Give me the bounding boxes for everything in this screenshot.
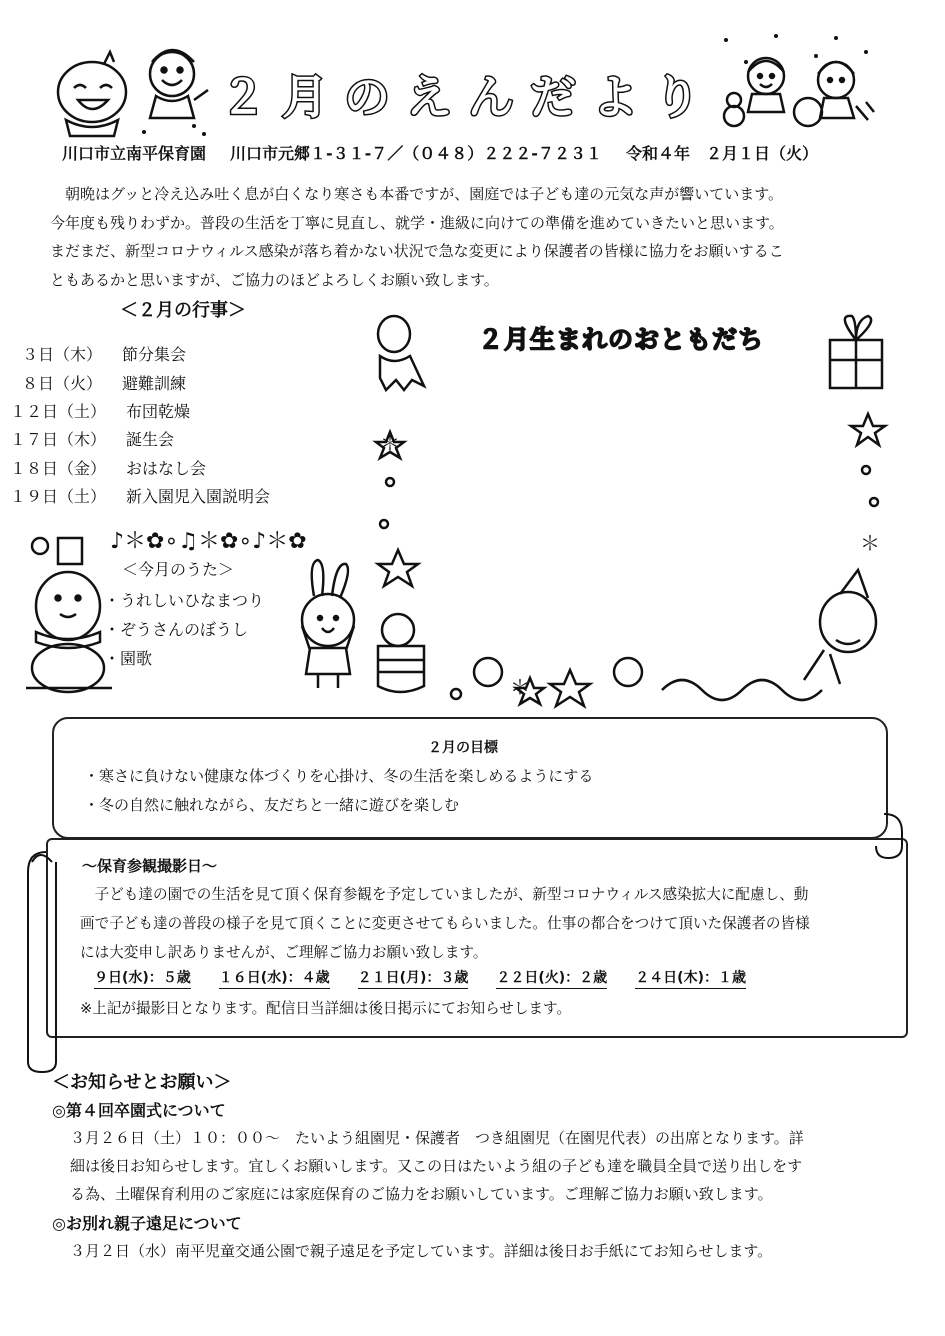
event-date: １７日（木）: [9, 430, 106, 449]
schedule-item: １６日(水)：４歳: [219, 968, 330, 989]
issue-date: 令和４年 ２月１日（火）: [625, 144, 818, 163]
schedule-item: ２４日(木)：１歳: [635, 968, 746, 989]
observation-note: ※上記が撮影日となります。配信日当詳細は後日掲示にてお知らせします。: [80, 1000, 572, 1017]
observation-text: [80, 880, 886, 967]
svg-text:＊: ＊: [510, 675, 530, 699]
events-title: ＜２月の行事＞: [120, 300, 246, 321]
event-date: １２日（土）: [9, 402, 106, 421]
intro-paragraph: [50, 180, 870, 294]
event-name: 節分集会: [122, 345, 187, 364]
event-name: 誕生会: [126, 430, 175, 449]
song-item: ・ぞうさんのぼうし: [104, 620, 249, 639]
schedule-item: ２１日(月)：３歳: [358, 968, 469, 989]
event-name: 新入園児入園説明会: [126, 487, 271, 506]
children-illustration-left: [44, 40, 214, 140]
goal-item: ・冬の自然に触れながら、友だちと一緒に遊びを楽しむ: [84, 796, 460, 814]
observation-line: 子ども達の園での生活を見て頂く保育参観を予定していましたが、新型コロナウィルス感染拡大に配慮し、動: [94, 886, 809, 903]
graduation-line: る為、土曜保育利用のご家庭には家庭保育のご協力をお願いしています。ご理解ご協力お願い致します。: [70, 1185, 773, 1203]
observation-title: ～保育参観撮影日～: [82, 857, 218, 875]
event-item: [0, 399, 190, 422]
intro-line: ともあるかと思いますが、ご協力のほどよろしくお願い致します。: [50, 270, 499, 289]
intro-line: まだまだ、新型コロナウィルス感染が落ち着かない状況で急な変更により保護者の皆様に協力をお願いするこ: [50, 242, 784, 260]
goals-title: ２月の目標: [428, 740, 498, 756]
snow-children-illustration-right: [716, 32, 886, 132]
excursion-line: ３月２日（水）南平児童交通公園で親子遠足を予定しています。詳細は後日お手紙にてお知らせします。: [70, 1242, 773, 1260]
event-name: 避難訓練: [122, 374, 187, 393]
newsletter-title: [220, 62, 720, 132]
song-item: ・うれしいひなまつり: [104, 591, 265, 610]
schedule-item: ９日(水)：５歳: [94, 968, 191, 989]
goal-item: ・寒さに負けない健康な体づくりを心掛け、冬の生活を楽しめるようにする: [84, 767, 594, 785]
school-name: 川口市立南平保育園: [62, 144, 207, 163]
event-name: 布団乾燥: [126, 402, 191, 421]
graduation-title: ◎第４回卒園式について: [52, 1101, 226, 1120]
event-date: １８日（金）: [9, 459, 106, 478]
graduation-line: 細は後日お知らせします。宜しくお願いします。又この日はたいよう組の子ども達を職員全員で送り出しをす: [70, 1157, 803, 1175]
notices-title: ＜お知らせとお願い＞: [52, 1072, 232, 1093]
birthday-frame-decoration: [370, 310, 890, 710]
filming-schedule: [94, 968, 774, 989]
event-item: [0, 427, 174, 450]
intro-line: 朝晩はグッと冷え込み吐く息が白くなり寒さも本番ですが、園庭では子ども達の元気な声が響いています。: [65, 185, 784, 203]
event-name: おはなし会: [126, 459, 207, 478]
observation-line: には大変申し訳ありませんが、ご理解ご協力お願い致します。: [80, 944, 488, 961]
songs-title: ＜今月のうた＞: [122, 560, 235, 579]
event-date: １９日（土）: [9, 487, 106, 506]
graduation-line: ３月２６日（土）１０：００～ たいよう組園児・保護者 つき組園児（在園児代表）の出席となります。詳: [70, 1129, 804, 1147]
event-date: ３日（木）: [21, 345, 102, 364]
schedule-item: ２２日(火)：２歳: [496, 968, 607, 989]
observation-line: 画で子ども達の普段の様子を見て頂くことに変更させてもらいました。仕事の都合をつけて頂いた保護者の皆様: [80, 915, 810, 932]
snowman-illustration: [22, 528, 112, 693]
rabbit-illustration: [292, 556, 362, 691]
school-info-line: [62, 142, 892, 166]
event-item: [0, 456, 206, 479]
event-item: [0, 342, 186, 365]
event-item: [0, 371, 186, 394]
school-address: 川口市元郷１-３１-７／（０４８）２２２-７２３１: [230, 144, 602, 163]
birthday-title: ２月生まれのおともだち: [478, 325, 765, 354]
intro-line: 今年度も残りわずか。普段の生活を丁寧に見直し、就学・進級に向けての準備を進めていきたいと思います。: [50, 213, 784, 232]
title-text: ２月のえんだより: [220, 70, 716, 124]
music-notes-decoration: [110, 526, 360, 554]
event-item: [0, 484, 270, 507]
svg-text:＊: ＊: [860, 531, 880, 555]
song-item: ・園歌: [104, 649, 153, 668]
event-date: ８日（火）: [21, 374, 102, 393]
svg-text:♪＊✿∘♫＊✿∘♪＊✿: ♪＊✿∘♫＊✿∘♪＊✿: [110, 529, 307, 554]
svg-text:＊: ＊: [380, 431, 400, 455]
excursion-title: ◎お別れ親子遠足について: [52, 1214, 242, 1233]
